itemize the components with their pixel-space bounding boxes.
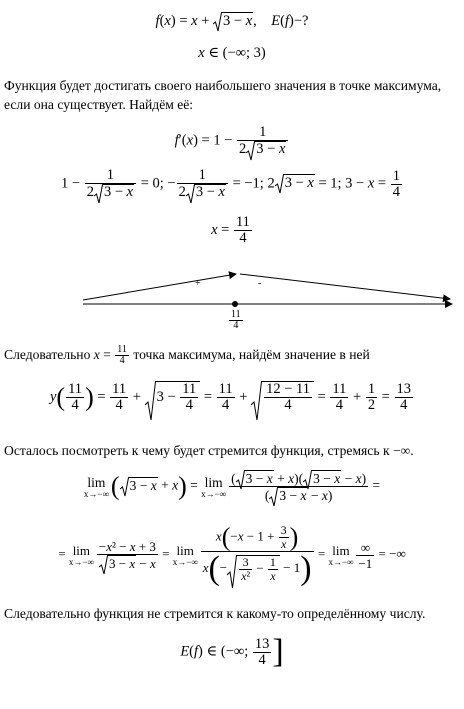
minus-sign: -	[258, 278, 262, 289]
answer-range: E(f) ∈ (−∞; $\frac{13}{4}$ ]	[180, 633, 284, 670]
value-at-maximum: y( $\frac{11}{4}$ ) = $\frac{11}{4}$ + 3 − $\frac{11}{4}$ = $\frac{11}{4}$ + $\frac{12 - 11}{4}$ = $\frac{11}{4}$ + $\frac{1}{2}$ = $\frac{13}{4}$	[0, 381, 464, 413]
decreasing-arrow	[240, 274, 450, 299]
equation-chain: 1 − 1 2 3 − x = 0; − 1 2 3 − x = −1; 2 3 − x = 1; 3 − x = $\frac{1}{4}$	[0, 168, 464, 200]
range-question: E(f)−?	[271, 13, 309, 29]
derivative-formula: f′(x) = 1 − 1 2 3 − x	[0, 125, 464, 157]
critical-point-dot	[232, 301, 238, 307]
point-label: $\frac{11}{4}$	[231, 309, 241, 331]
sign-diagram	[0, 264, 464, 344]
critical-point: x = $\frac{11}{4}$	[211, 214, 250, 246]
limit-line-1: lim x→−∞ ( 3 − x + x) = lim x→−∞ ( 3 − x + x)( 3 − x − x) ( 3 − x − x) =	[0, 470, 464, 503]
paragraph-intro: Функция будет достигать своего наибольшего значения в точке максимума,	[4, 78, 442, 93]
paragraph-limit-intro: Осталось посмотреть к чему будет стремится функция, стремясь к −∞.	[4, 443, 414, 458]
paragraph-final-conclusion: Следовательно функция не стремится к какому-то определённому числу.	[4, 606, 426, 621]
function-definition: f(x) = x + 3 − x, E(f)−?	[155, 13, 309, 29]
limit-line-2: = lim x→−∞ $\frac{\text{−x² − x + 3}}{3 - x - x}$ = lim x→−∞ x(−x − 1 + $\frac{3}{x}$ ) x(− $\frac{3}{\text{x²}}$ − $\frac{1}{x}$ − 1) = lim x→−∞ ∞ −1 = −∞	[58, 522, 406, 587]
plus-sign: +	[195, 278, 201, 289]
increasing-arrow	[83, 274, 236, 300]
paragraph-intro-cont: если она существует. Найдём её:	[4, 97, 194, 112]
domain-statement: x ∈ (−∞; 3)	[198, 45, 266, 61]
paragraph-conclusion-max: Следовательно x = $\frac{11}{4}$ точка максимума, найдём значение в ней	[4, 344, 370, 367]
